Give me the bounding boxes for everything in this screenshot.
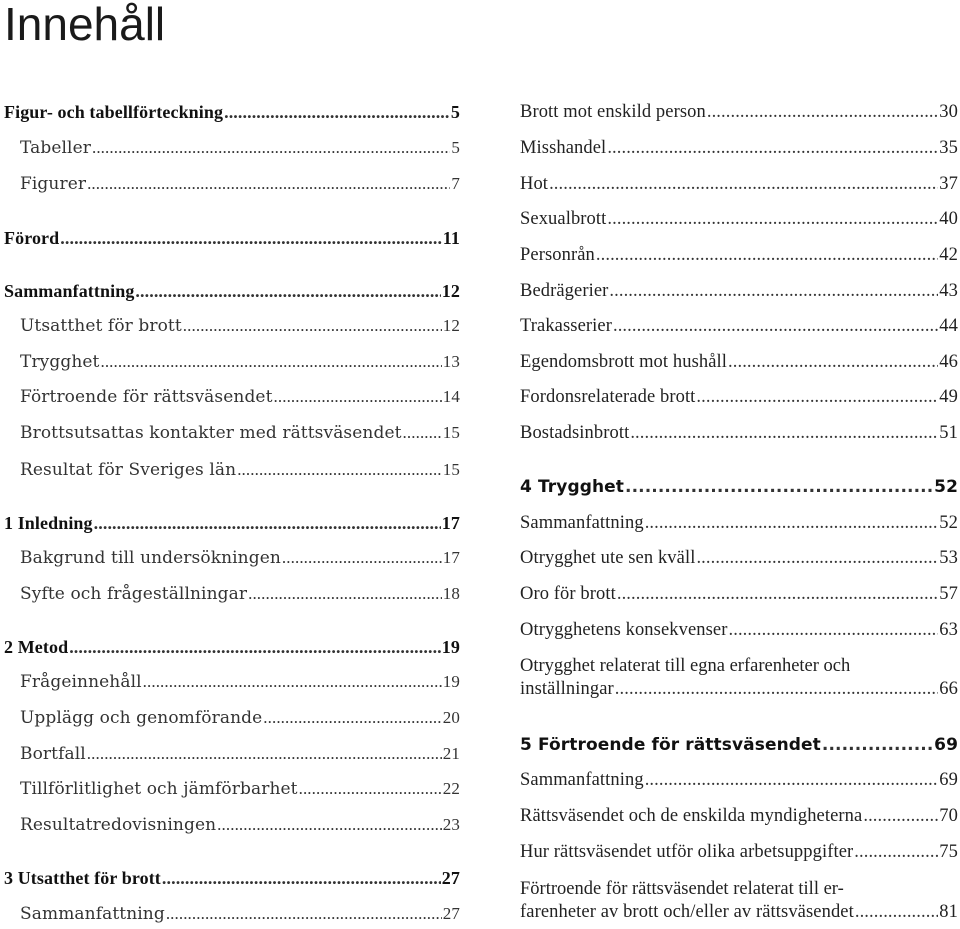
toc-entry[interactable] [0,315,460,337]
toc-leader-dots [299,778,442,800]
toc-page-number: 5 [450,102,460,122]
toc-leader-dots [729,619,939,641]
toc-entry-label: farenheter av brott och/eller av rättsväsendet [520,902,854,922]
toc-entry[interactable] [498,101,958,123]
toc-entry-label: 3 Utsatthet för brott [4,868,161,888]
toc-leader-dots [135,280,440,302]
toc-leader-dots [166,903,442,925]
toc-entry[interactable] [498,678,958,700]
toc-leader-dots [87,743,442,765]
toc-page-number: 52 [939,513,958,533]
toc-leader-dots [224,101,450,123]
toc-page-number: 42 [939,245,958,265]
toc-leader-dots [143,671,442,693]
toc-entry[interactable] [0,422,460,444]
toc-entry-label: Sammanfattning [520,770,644,790]
toc-entry-label: Rättsväsendet och de enskilda myndigheterna [520,806,863,826]
toc-page-number: 69 [934,735,958,755]
toc-page-number: 81 [939,902,958,922]
toc-page-number: 27 [442,904,460,923]
toc-page-number: 21 [442,744,460,763]
toc-page-number: 18 [442,584,460,603]
toc-leader-dots [630,422,938,444]
toc-entry[interactable] [0,547,460,569]
toc-entry-label: Förord [4,228,60,248]
toc-entry-label: Utsatthet för brott [20,316,182,336]
toc-entry[interactable] [0,636,460,658]
toc-leader-dots [625,476,933,498]
toc-entry-label: Sammanfattning [520,513,644,533]
toc-entry-label: Brott mot enskild person [520,102,706,122]
toc-entry[interactable] [0,707,460,729]
toc-entry-label: 5 Förtroende för rättsväsendet [520,735,821,755]
toc-leader-dots [100,351,441,373]
toc-leader-dots [863,805,938,827]
toc-entry-label: Tabeller [20,138,91,158]
toc-page-number: 22 [442,779,460,798]
toc-leader-dots [696,547,938,569]
toc-page-number: 12 [441,281,460,301]
toc-entry[interactable] [0,903,460,925]
toc-leader-dots [162,867,441,889]
toc-page-number: 20 [442,708,460,727]
toc-page-number: 30 [939,102,958,122]
toc-entry[interactable] [498,547,958,569]
toc-leader-dots [609,280,938,302]
toc-page-number: 17 [442,548,460,567]
toc-page-number: 43 [939,281,958,301]
toc-entry[interactable] [0,778,460,800]
toc-page-number: 5 [451,138,460,157]
toc-entry[interactable] [0,173,460,195]
toc-leader-dots [248,583,442,605]
toc-leader-dots [707,101,938,123]
toc-page-number: 53 [939,548,958,568]
toc-page-number: 66 [939,679,958,699]
toc-page-number: 15 [442,423,460,442]
toc-entry-label: Bortfall [20,744,86,764]
toc-page-number: 46 [939,352,958,372]
toc-page-number: 35 [939,138,958,158]
toc-entry-label: Bedrägerier [520,281,609,301]
toc-entry[interactable] [498,315,958,337]
toc-entry-label: 4 Trygghet [520,477,625,497]
toc-entry-label: inställningar [520,679,614,699]
toc-entry-label: Syfte och frågeställningar [20,584,248,604]
toc-entry-label: Sammanfattning [20,904,165,924]
toc-page-number: 70 [939,806,958,826]
toc-page-number: 75 [939,842,958,862]
toc-entry[interactable] [0,386,460,408]
toc-entry-label: Sexualbrott [520,209,607,229]
toc-entry[interactable] [498,583,958,605]
toc-entry-label: 1 Inledning [4,513,93,533]
toc-leader-dots [728,351,938,373]
toc-entry[interactable] [0,814,460,836]
toc-entry[interactable] [0,137,460,159]
toc-leader-dots [645,769,939,791]
toc-leader-dots [855,901,938,923]
toc-leader-dots [615,678,939,700]
toc-page-number: 49 [939,387,958,407]
toc-page-number: 23 [442,815,460,834]
toc-entry[interactable] [498,351,958,373]
toc-leader-dots [403,422,442,444]
toc-entry-label-line1: Otrygghet relaterat till egna erfarenheter och [520,656,851,676]
toc-entry[interactable] [498,208,958,230]
toc-page-number: 69 [939,770,958,790]
toc-page-number: 12 [442,316,460,335]
toc-entry[interactable] [498,805,958,827]
toc-entry[interactable] [0,512,460,534]
toc-leader-dots [60,227,442,249]
toc-entry[interactable] [498,173,958,195]
toc-entry-label: Sammanfattning [4,281,135,301]
toc-entry-label: Egendomsbrott mot hushåll [520,352,728,372]
toc-leader-dots [607,208,938,230]
toc-leader-dots [183,315,442,337]
toc-entry[interactable] [0,351,460,373]
toc-entry[interactable] [498,422,958,444]
toc-leader-dots [596,244,938,266]
toc-leader-dots [607,137,938,159]
toc-entry-multiline[interactable] [498,877,958,923]
toc-entry[interactable] [498,476,958,498]
toc-page-number: 15 [442,460,460,479]
toc-page-number: 40 [939,209,958,229]
toc-entry-label-line1: Förtroende för rättsväsendet relaterat till er- [520,879,844,899]
toc-page-number: 11 [442,228,460,248]
toc-entry-label: Brottsutsattas kontakter med rättsväsendet [20,423,402,443]
toc-entry[interactable] [498,901,958,923]
toc-entry-label: Hur rättsväsendet utför olika arbetsuppgifter [520,842,854,862]
toc-entry[interactable] [0,280,460,302]
toc-entry[interactable] [0,671,460,693]
toc-page-number: 52 [934,477,958,497]
toc-entry[interactable] [498,512,958,534]
toc-entry-label: Figurer [20,174,87,194]
toc-entry[interactable] [0,101,460,123]
toc-entry-label: Bakgrund till undersökningen [20,548,281,568]
toc-entry-label: Personrån [520,245,595,265]
toc-page-number: 57 [939,584,958,604]
toc-page-number: 51 [939,423,958,443]
toc-leader-dots [617,583,938,605]
toc-entry-label: Bostadsinbrott [520,423,630,443]
toc-entry-label: Misshandel [520,138,607,158]
toc-page-number: 13 [442,352,460,371]
toc-entry-label: 2 Metod [4,637,69,657]
toc-entry[interactable] [0,227,460,249]
toc-page-number: 19 [441,637,460,657]
toc-entry[interactable] [498,734,958,756]
toc-entry[interactable] [0,459,460,481]
toc-entry-label: Förtroende för rättsväsendet [20,387,273,407]
toc-leader-dots [237,459,442,481]
toc-entry-multiline[interactable] [498,654,958,700]
toc-entry[interactable] [498,244,958,266]
toc-leader-dots [696,386,938,408]
toc-entry-label: Otrygghetens konsekvenser [520,620,728,640]
toc-entry-label: Resultatredovisningen [20,815,217,835]
toc-entry-label: Hot [520,174,549,194]
toc-entry-label: Resultat för Sveriges län [20,460,237,480]
toc-page-number: 44 [939,316,958,336]
toc-leader-dots [217,814,442,836]
page-title: Innehåll [4,0,166,50]
toc-page-number: 63 [939,620,958,640]
toc-leader-dots [94,512,441,534]
toc-entry-label: Figur- och tabellförteckning [4,102,224,122]
toc-page-number: 37 [939,174,958,194]
toc-leader-dots [645,512,939,534]
toc-entry[interactable] [498,619,958,641]
toc-entry-label: Trakasserier [520,316,612,336]
toc-entry[interactable] [498,841,958,863]
toc-leader-dots [282,547,442,569]
toc-leader-dots [822,734,933,756]
toc-entry[interactable] [0,743,460,765]
toc-leader-dots [69,636,441,658]
toc-leader-dots [92,137,450,159]
toc-entry[interactable] [498,769,958,791]
toc-leader-dots [263,707,442,729]
toc-entry-label: Tillförlitlighet och jämförbarhet [20,779,298,799]
toc-entry-label: Frågeinnehåll [20,672,142,692]
toc-page-number: 14 [442,387,460,406]
toc-entry-label: Fordonsrelaterade brott [520,387,696,407]
toc-page-number: 7 [451,174,460,193]
toc-entry[interactable] [0,583,460,605]
toc-leader-dots [613,315,938,337]
toc-leader-dots [274,386,442,408]
toc-entry[interactable] [498,280,958,302]
toc-entry-label: Upplägg och genomförande [20,708,263,728]
toc-entry-label: Oro för brott [520,584,616,604]
toc-entry[interactable] [0,867,460,889]
toc-page-number: 19 [442,672,460,691]
toc-page-number: 17 [441,513,460,533]
toc-leader-dots [87,173,450,195]
toc-entry[interactable] [498,386,958,408]
toc-entry-label: Trygghet [20,352,100,372]
toc-leader-dots [854,841,938,863]
toc-entry-label: Otrygghet ute sen kväll [520,548,696,568]
toc-leader-dots [549,173,938,195]
toc-page-number: 27 [441,868,460,888]
toc-entry[interactable] [498,137,958,159]
